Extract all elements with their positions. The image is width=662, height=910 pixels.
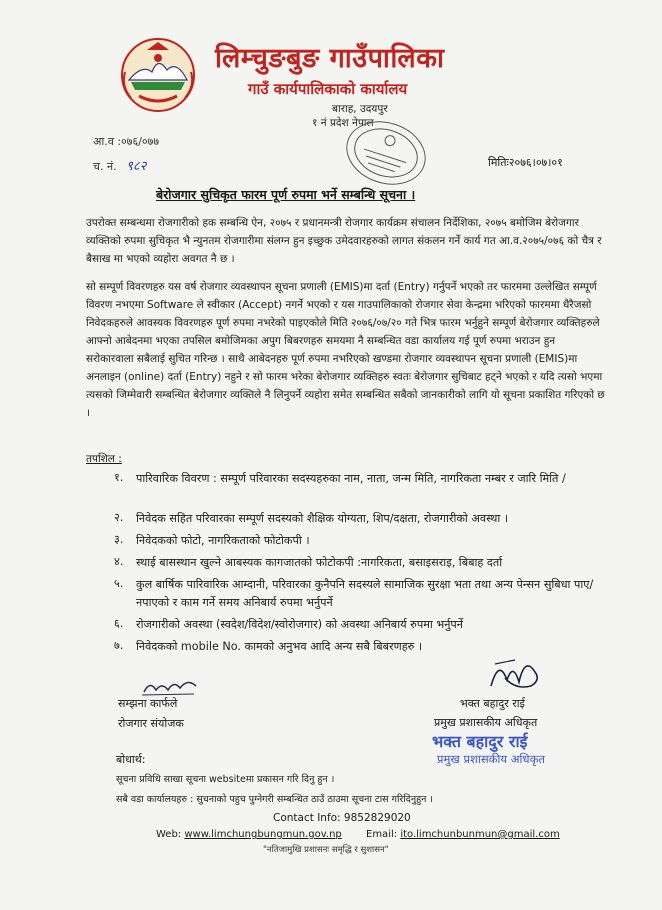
- right-signatory-name: भक्त बहादुर राई: [460, 697, 525, 710]
- cc-label: बोधार्थ:: [116, 753, 146, 766]
- right-stamp-name: भक्त बहादुर राई: [432, 732, 528, 751]
- website: Web: www.limchungbungmun.gov.np: [156, 829, 342, 840]
- paragraph-intro: उपरोक्त सम्बन्धमा रोजगारीको हक सम्बन्धि ऐन, २०७५ र प्रधानमन्त्री रोजगार कार्यक्रम संचालन निर्देशिका, २०७५ बमोजिम बेरोजगार व्यक्तिको रुपमा सुचिकृत भै न्युनतम रोजगारीमा संलग्न हुन इच्छुक उमेदवारहरुको लागत संकलन गर्ने कार्य गत आ.व.२०७५/०७६ को चैत्र र बैसाख मा भएको व्यहोरा अवगत नै छ ।: [86, 217, 602, 265]
- right-signatory-title: प्रमुख प्रशासकीय अधिकृत: [434, 716, 538, 729]
- motto: "नतिजामुखि प्रशासनः समृद्धि र सुशासन": [263, 845, 389, 855]
- fiscal-year: आ.व :०७६/०७७: [93, 135, 160, 148]
- reference-number: [93, 156, 146, 174]
- list-item: ४. स्थाई बासस्थान खुल्ने आबस्यक कागजातको फोटोकपी :नागरिकता, बसाइसराइ, बिबाह दर्ता: [114, 555, 503, 569]
- left-signatory-title: रोजगार संयोजक: [118, 717, 184, 730]
- list-item: ५. कुल बार्षिक पारिवारिक आम्दानी, परिवारका कुनैपनि सदस्यले सामाजिक सुरक्षा भता तथा अन्य पेन्सन सुबिधा पाए/नपाएको र काम गर्ने समय अनिबार्य रुपमा भर्नुपर्ने: [114, 577, 594, 609]
- org-title: लिम्चुङबुङ गाउँपालिका: [215, 43, 445, 74]
- cc-line: सबै वडा कार्यालयहरु : सुचनाको पहुच पुग्नेगरी सम्बन्धित ठाउँ ठाउमा सूचना टास गरिदिनुहुन ।: [116, 794, 434, 805]
- org-province: १ नं प्रदेश नेपाल: [312, 117, 374, 129]
- office-stamp-icon: [342, 114, 430, 192]
- right-signature-icon: [485, 652, 545, 692]
- email: Email: ito.limchunbunmun@gmail.com: [366, 829, 560, 840]
- list-item: २. निवेदक सहित परिवारका सम्पूर्ण सदस्यको शैक्षिक योग्यता, शिप/दक्षता, रोजगारीको अवस्था ।: [114, 511, 509, 525]
- notice-title: बेरोजगार सुचिकृत फारम पूर्ण रुपमा भर्ने सम्बन्धि सूचना ।: [156, 187, 416, 202]
- website-link[interactable]: www.limchungbungmun.gov.np: [184, 829, 342, 840]
- list-item: ३. निवेदकको फोटो, नागरिकताको फोटोकपी ।: [114, 533, 310, 547]
- notice-date: मितिः२०७६।०७।०१: [488, 156, 563, 169]
- details-list: [114, 470, 614, 660]
- ref-number: ९८२: [126, 159, 147, 174]
- details-label: तपशिल :: [86, 453, 122, 465]
- left-signature-icon: [140, 676, 200, 698]
- list-item: ६. रोजगारीको अवस्था (स्वदेश/विदेश/स्वोरोजगार) को अवस्था अनिबार्य रुपमा भर्नुपर्ने: [114, 617, 463, 631]
- email-link[interactable]: ito.limchunbunmun@gmail.com: [400, 829, 560, 840]
- org-subtitle: गाउँ कार्यपालिकाको कार्यालय: [248, 80, 408, 98]
- contact-info: Contact Info: 9852829020: [273, 812, 411, 824]
- left-signatory-name: सम्झना कार्फले: [118, 697, 178, 710]
- nepal-emblem-icon: [117, 36, 199, 114]
- ref-label: च. नं.: [93, 160, 117, 173]
- right-stamp-title: प्रमुख प्रशासकीय अधिकृत: [437, 752, 545, 766]
- paragraph-main: सो सम्पूर्ण विवरणहरु यस वर्ष रोजगार व्यवस्थापन सूचना प्रणाली (EMIS)मा दर्ता (Entry) गर्नुपर्ने भएको तर फारममा उल्लेखित सम्पूर्ण विवरण नभएमा Software ले स्वीकार (Accept) नगर्ने भएको र यस गाउपालिकाको रोजगार सेवा केन्द्रमा भरिएको फारममा धैरैजसो निवेदकहरुले आवस्यक विवरणहरु पूर्ण रुपमा नभरेको पाइएकोले मिति २०७६/०७/२० गते भित्र फारम भर्नुहुने सम्पूर्ण बेरोजगार व्यक्तिहरुले आफ्नो आबेदनमा भएका तपसिल बमोजिमका अपुग बिबरणहरु समयमा नै सम्बन्धित वडा कार्यालय गई पूर्ण रुपमा भराउन हुन सरोकारवाला सबैलाई सुचित गरिन्छ । साथै आबेदनहरु पूर्ण रुपमा नभरिएको खण्डमा रोजगार व्यवस्थापन सूचना प्रणाली (EMIS)मा अनलाइन (online) दर्ता (Entry) नहुने र सो फारम भरेका बेरोजगार व्यक्तिहरु स्वतः बेरोजगार सुचिबाट हट्ने भएको र यदि त्यसो भएमा त्यसको जिम्मेवारी सम्बन्धित बेरोजगार व्यक्तिले नै लिनुपर्ने व्यहोरा समेत सम्बन्धित सबैको जानकारीको लागि यो सूचना प्रकाशित गरिएको छ ।: [86, 281, 605, 419]
- org-address: बाराह, उदयपुर: [332, 103, 388, 115]
- list-item: ७. निवेदकको mobile No. कामको अनुभव आदि अन्य सबै बिबरणहरु ।: [114, 639, 423, 653]
- list-item: १. पारिवारिक विवरण : सम्पूर्ण परिवारका सदस्यहरुका नाम, नाता, जन्म मिति, नागरिकता नम्बर र जारि मिति /: [114, 471, 566, 485]
- cc-line: सूचना प्रविधि साखा सूचना websiteमा प्रकासन गरि दिनु हुन ।: [116, 774, 335, 785]
